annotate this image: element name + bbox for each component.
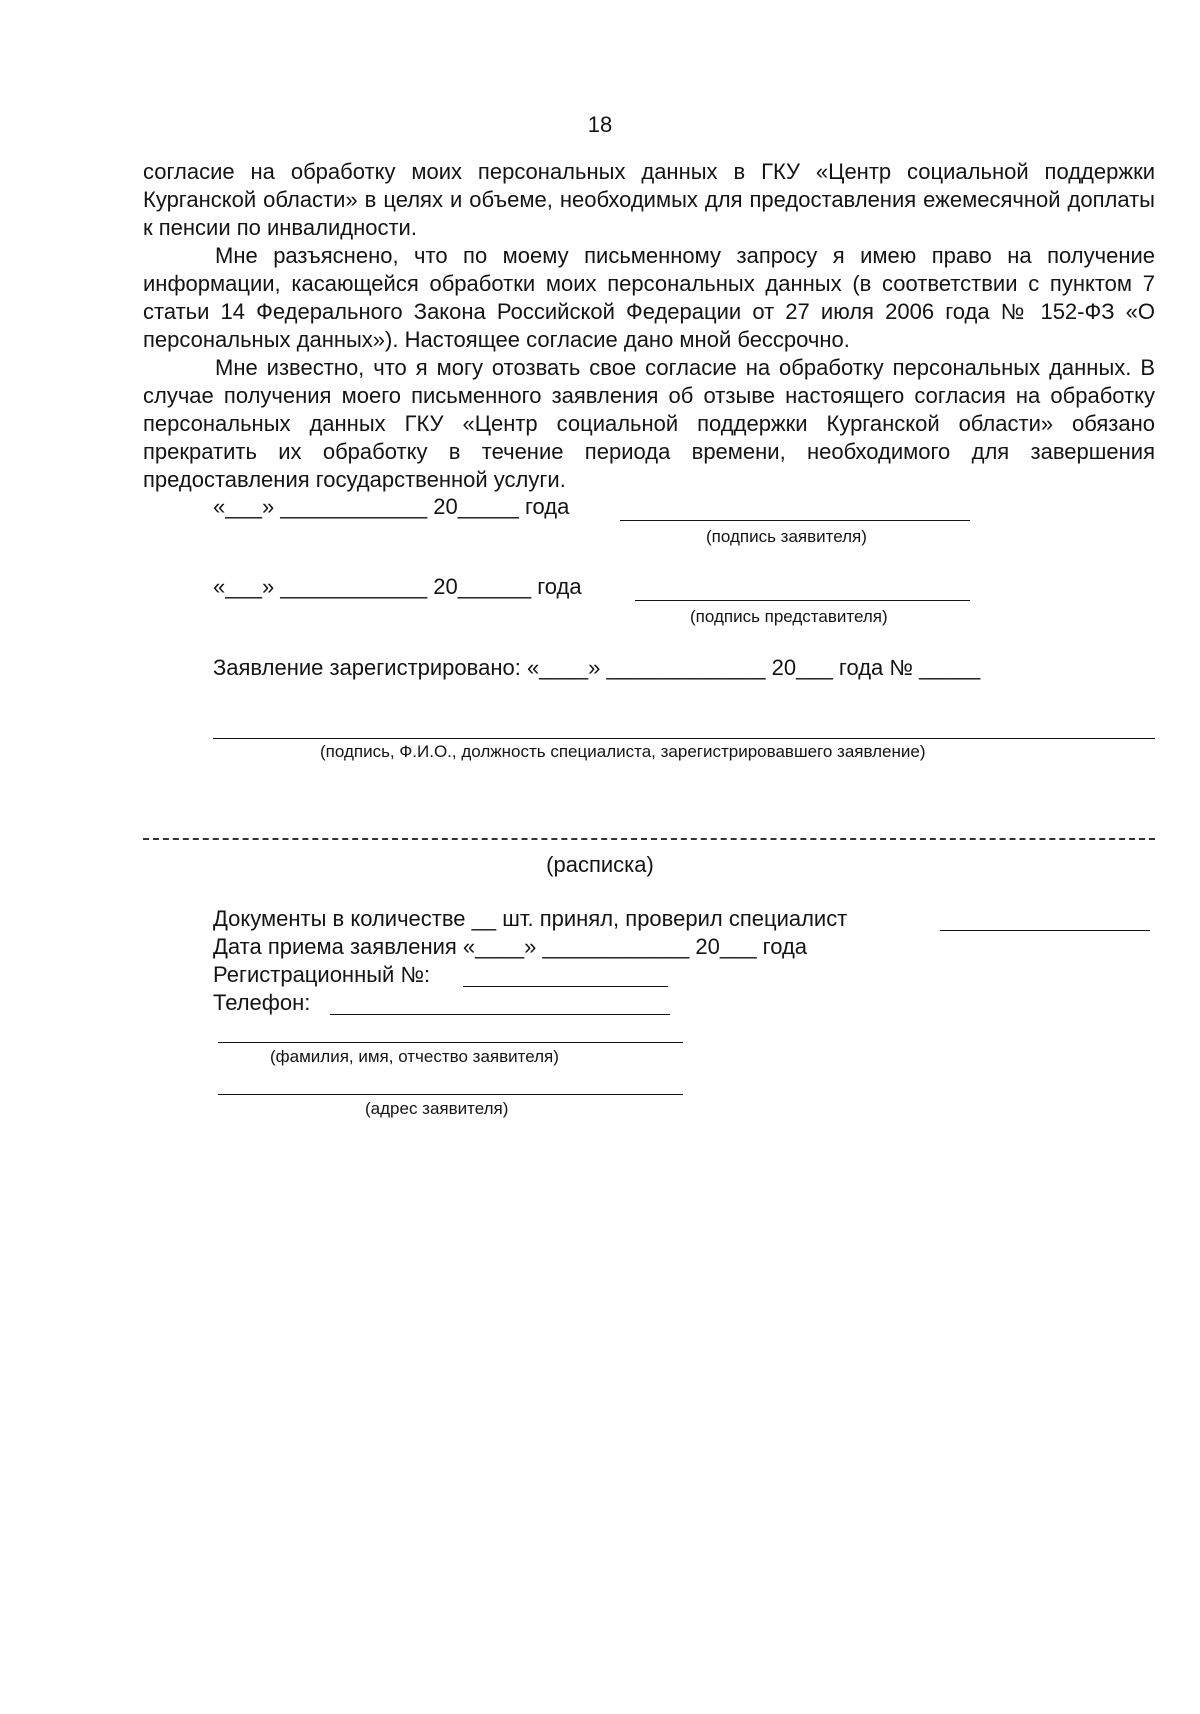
- receipt-phone-label: Телефон:: [213, 990, 311, 1015]
- registrar-signature-caption: (подпись, Ф.И.О., должность специалиста, зарегистрировавшего заявление): [320, 742, 926, 761]
- consent-body: [143, 158, 1155, 494]
- applicant-signature-caption: (подпись заявителя): [706, 527, 867, 546]
- representative-date-line: «___» ____________ 20______ года: [213, 574, 582, 599]
- specialist-signature-line: [940, 930, 1150, 931]
- registrar-signature-line: [213, 738, 1155, 739]
- applicant-date-line: «___» ____________ 20_____ года: [213, 494, 570, 519]
- applicant-signature-line: [620, 520, 970, 521]
- applicant-name-caption: (фамилия, имя, отчество заявителя): [270, 1047, 559, 1066]
- phone-line: [330, 1014, 670, 1015]
- receipt-reg-number-label: Регистрационный №:: [213, 962, 431, 987]
- paragraph-consent-purpose: согласие на обработку моих персональных данных в ГКУ «Центр социальной поддержки Курганской области» в целях и объеме, необходимых для предоставления ежемесячной доплаты к пенсии по инвалидности.: [143, 159, 1155, 240]
- applicant-address-line: [218, 1094, 683, 1095]
- paragraph-rights-explained: Мне разъяснено, что по моему письменному запросу я имею право на получение информации, касающейся обработки моих персональных данных (в соответствии с пунктом 7 статьи 14 Федерального Закона Российской Федерации от 27 июля 2006 года № 152-ФЗ «О персональных данных»). Настоящее согласие дано мной бессрочно.: [143, 243, 1155, 352]
- applicant-address-caption: (адрес заявителя): [365, 1099, 509, 1118]
- applicant-name-line: [218, 1042, 683, 1043]
- receipt-documents-line: Документы в количестве __ шт. принял, проверил специалист: [213, 906, 848, 931]
- page-number: 18: [587, 112, 613, 137]
- receipt-title: (расписка): [546, 852, 654, 877]
- paragraph-consent-withdrawal: Мне известно, что я могу отозвать свое согласие на обработку персональных данных. В случае получения моего письменного заявления об отзыве настоящего согласия на обработку персональных данных ГКУ «Центр социальной поддержки Курганской области» обязано прекратить их обработку в течение периода времени, необходимого для завершения предоставления государственной услуги.: [143, 355, 1155, 492]
- registration-line: Заявление зарегистрировано: «____» _____________ 20___ года № _____: [213, 655, 981, 680]
- representative-signature-line: [635, 600, 970, 601]
- representative-signature-caption: (подпись представителя): [690, 607, 888, 626]
- reg-number-line: [463, 986, 668, 987]
- cut-line: [143, 838, 1155, 840]
- receipt-date-line: Дата приема заявления «____» ____________ 20___ года: [213, 934, 808, 959]
